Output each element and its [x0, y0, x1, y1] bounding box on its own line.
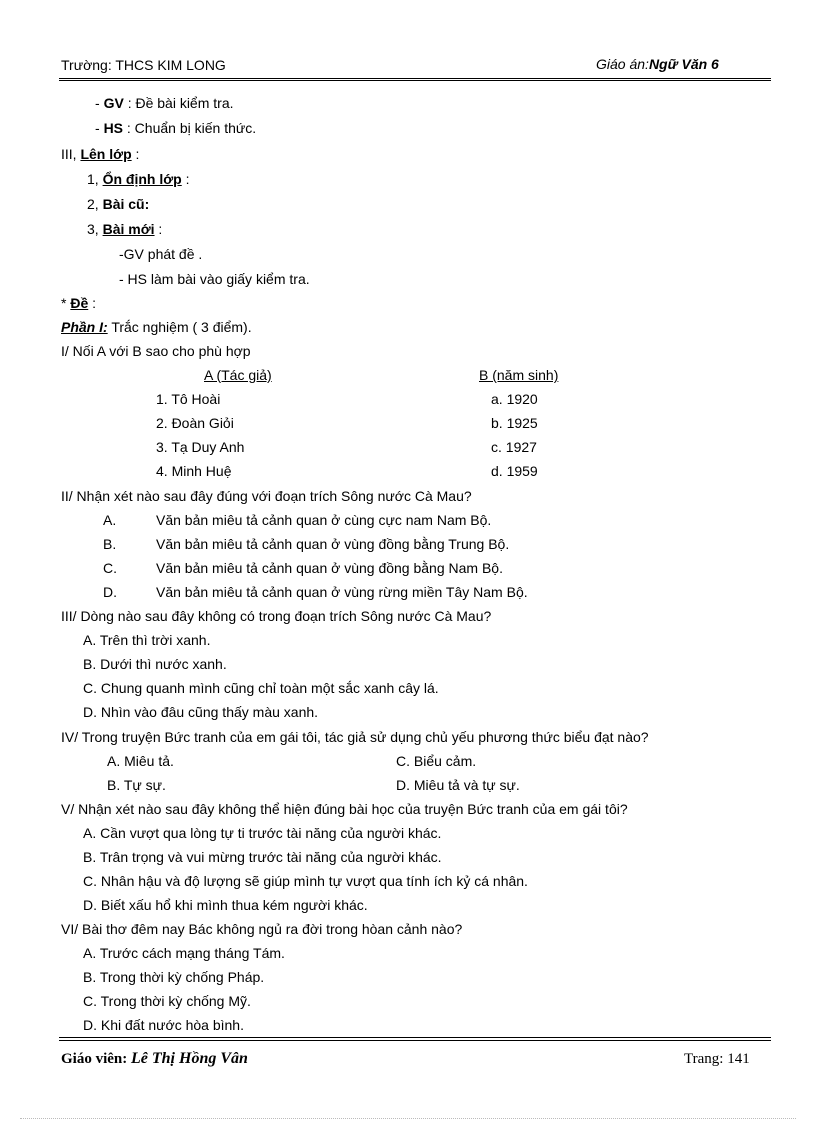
school-name: THCS KIM LONG [115, 57, 226, 73]
q2-option: Văn bản miêu tả cảnh quan ở vùng rừng miền Tây Nam Bộ. [156, 584, 528, 600]
q6-option: A. Trước cách mạng tháng Tám. [83, 945, 285, 961]
q2-text: II/ Nhận xét nào sau đây đúng với đoạn trích Sông nước Cà Mau? [61, 488, 472, 504]
q2-letter: B. [103, 536, 117, 552]
q2-option: Văn bản miêu tả cảnh quan ở vùng đồng bằng Nam Bộ. [156, 560, 503, 576]
q2-option: Văn bản miêu tả cảnh quan ở cùng cực nam Nam Bộ. [156, 512, 492, 528]
footer-divider [59, 1037, 771, 1041]
sub3-title: Bài mới [102, 221, 155, 237]
q3-option: D. Nhìn vào đâu cũng thấy màu xanh. [83, 704, 319, 720]
q3-option: A. Trên thì trời xanh. [83, 632, 211, 648]
page-number: Trang: 141 [684, 1051, 750, 1067]
part1-title: Phần I: [61, 319, 108, 335]
q4-option-a: A. Miêu tả. [107, 753, 174, 769]
sub1-title: Ổn định lớp [102, 171, 182, 187]
q5-option: A. Cần vượt qua lòng tự ti trước tài năng của người khác. [83, 825, 442, 841]
section3-number: III, [61, 146, 77, 162]
hs-step: - HS làm bài vào giấy kiểm tra. [119, 271, 310, 287]
q4-option-b: B. Tự sự. [107, 777, 166, 793]
teacher-label: Giáo viên: [61, 1051, 128, 1067]
subject-name: Ngữ Văn 6 [648, 56, 719, 72]
prep-gv-text: : Đề bài kiểm tra. [127, 95, 234, 111]
section3-sub1: 1, Ổn định lớp : [87, 171, 190, 187]
part1-heading [61, 318, 252, 336]
prep-hs-line: - HS : Chuẩn bị kiến thức. [95, 120, 257, 136]
exam-heading: * Đề : [61, 295, 97, 311]
part1-desc: Trắc nghiệm ( 3 điểm). [111, 319, 252, 335]
q3-option: C. Chung quanh mình cũng chỉ toàn một sắc xanh cây lá. [83, 680, 439, 696]
q2-letter: A. [103, 512, 117, 528]
q3-option: B. Dưới thì nước xanh. [83, 656, 227, 672]
prep-gv-label: GV [103, 95, 124, 111]
q2-letter: C. [103, 560, 117, 576]
sub3-number: 3, [87, 221, 99, 237]
q5-option: D. Biết xấu hổ khi mình thua kém người khác. [83, 897, 368, 913]
teacher-signature: Lê Thị Hồng Vân [131, 1050, 248, 1067]
prep-gv-line: - GV : Đề bài kiểm tra. [95, 95, 234, 111]
q5-text: V/ Nhận xét nào sau đây không thể hiện đúng bài học của truyện Bức tranh của em gái tôi? [61, 801, 628, 817]
section3-title: Lên lớp [80, 146, 132, 162]
q6-option: B. Trong thời kỳ chống Pháp. [83, 969, 265, 985]
q5-option: B. Trân trọng và vui mừng trước tài năng của người khác. [83, 849, 442, 865]
q1-author: 4. Minh Huệ [156, 463, 232, 479]
q4-option-d: D. Miêu tả và tự sự. [396, 777, 520, 793]
sub2-title: Bài cũ: [102, 196, 150, 212]
page-edge [20, 1118, 796, 1119]
q2-letter: D. [103, 584, 117, 600]
q5-option: C. Nhân hậu và độ lượng sẽ giúp mình tự vượt qua tính ích kỷ cá nhân. [83, 873, 528, 889]
de-prefix: * [61, 295, 67, 311]
school-label: Trường: [61, 57, 112, 73]
q1-text: I/ Nối A với B sao cho phù hợp [61, 343, 251, 359]
section3-sub3: 3, Bài mới : [87, 221, 163, 237]
header-divider [59, 78, 771, 81]
q1-author: 1. Tô Hoài [156, 391, 221, 407]
q3-text: III/ Dòng nào sau đây không có trong đoạn trích Sông nước Cà Mau? [61, 608, 492, 624]
prep-hs-text: : Chuẩn bị kiến thức. [126, 120, 257, 136]
footer-teacher [61, 1050, 248, 1068]
q6-option: C. Trong thời kỳ chống Mỹ. [83, 993, 251, 1009]
sub1-number: 1, [87, 171, 99, 187]
q1-col-a: A (Tác giả) [204, 367, 272, 383]
q1-year: a. 1920 [491, 391, 538, 407]
q1-author: 2. Đoàn Giỏi [156, 415, 234, 431]
q6-option: D. Khi đất nước hòa bình. [83, 1017, 244, 1033]
lesson-label: Giáo án: [596, 56, 649, 72]
q2-option: Văn bản miêu tả cảnh quan ở vùng đồng bằng Trung Bộ. [156, 536, 510, 552]
q1-year: d. 1959 [491, 463, 538, 479]
prep-hs-label: HS [103, 120, 124, 136]
section3-sub2 [87, 195, 149, 213]
q6-text: VI/ Bài thơ đêm nay Bác không ngủ ra đời trong hòan cảnh nào? [61, 921, 463, 937]
q1-author: 3. Tạ Duy Anh [156, 439, 245, 455]
q1-year: b. 1925 [491, 415, 538, 431]
sub2-number: 2, [87, 196, 99, 212]
de-title: Đề [70, 295, 89, 311]
gv-step: -GV phát đề . [119, 246, 203, 262]
header-lesson [596, 55, 719, 73]
header-school [61, 56, 226, 74]
q1-col-b: B (năm sinh) [479, 367, 559, 383]
q4-text: IV/ Trong truyện Bức tranh của em gái tôi, tác giả sử dụng chủ yếu phương thức biểu đạt nào? [61, 729, 649, 745]
section3-heading: III, Lên lớp : [61, 146, 140, 162]
q4-option-c: C. Biểu cảm. [396, 753, 477, 769]
q1-year: c. 1927 [491, 439, 537, 455]
